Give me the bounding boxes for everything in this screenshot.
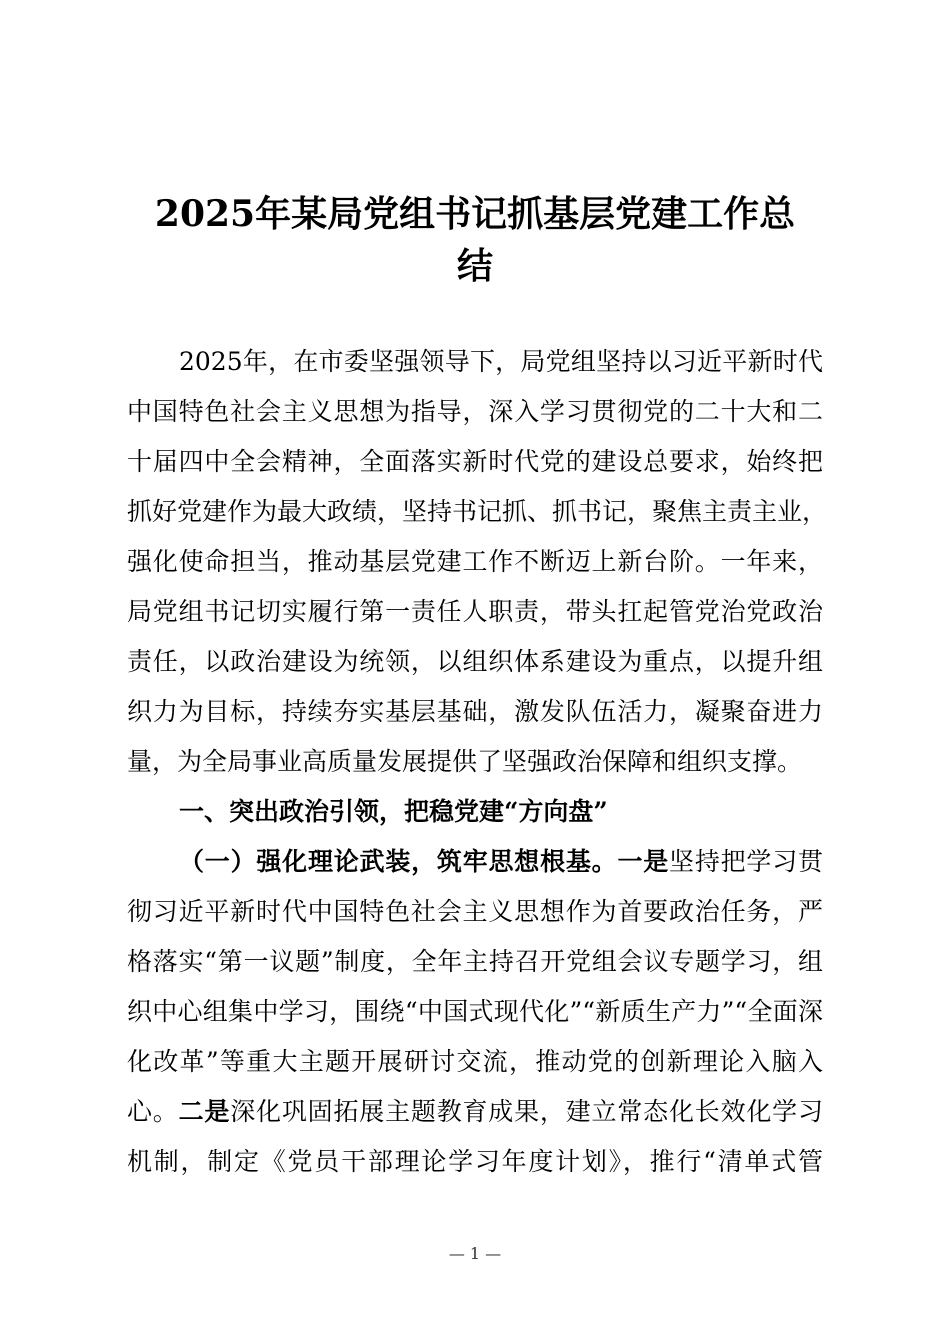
text-line bbox=[127, 487, 828, 537]
text-line bbox=[127, 387, 823, 437]
text-line bbox=[127, 837, 823, 887]
text-segment: 抓好党建作为最大政绩，坚持书记抓、抓书记，聚焦主责主业， bbox=[127, 497, 828, 526]
bold-text: 二是 bbox=[178, 1097, 231, 1126]
text-line bbox=[127, 737, 823, 787]
text-segment: 坚持把学习贯 bbox=[669, 847, 823, 876]
text-line bbox=[127, 687, 823, 737]
bold-text: 一、突出政治引领，把稳党建“方向盘” bbox=[179, 797, 608, 826]
text-segment: 织中心组集中学习，围绕“中国式现代化”“新质生产力”“全面深 bbox=[127, 997, 823, 1026]
text-segment: 2025年，在市委坚强领导下，局党组坚持以习近平新时代 bbox=[179, 347, 823, 376]
text-segment: 责任，以政治建设为统领，以组织体系建设为重点，以提升组 bbox=[127, 647, 823, 676]
text-line bbox=[127, 1037, 823, 1087]
text-line bbox=[127, 587, 823, 637]
title-line-1: 2025年某局党组书记抓基层党建工作总 bbox=[154, 193, 796, 235]
text-segment: 化改革”等重大主题开展研讨交流，推动党的创新理论入脑入 bbox=[127, 1047, 823, 1076]
text-line bbox=[127, 437, 823, 487]
text-segment: 心。 bbox=[127, 1097, 179, 1126]
text-line bbox=[127, 937, 823, 987]
document-body bbox=[127, 337, 828, 1187]
text-line bbox=[127, 537, 823, 587]
title-line-2: 结 bbox=[456, 245, 493, 287]
page-number: — 1 — bbox=[448, 1244, 502, 1263]
text-segment: 机制，制定《党员干部理论学习年度计划》，推行“清单式管 bbox=[127, 1147, 823, 1176]
text-line bbox=[127, 1087, 823, 1137]
text-segment: 彻习近平新时代中国特色社会主义思想作为首要政治任务，严 bbox=[127, 897, 823, 926]
text-line bbox=[127, 987, 823, 1037]
text-segment: 格落实“第一议题”制度，全年主持召开党组会议专题学习，组 bbox=[127, 947, 823, 976]
text-segment: 中国特色社会主义思想为指导，深入学习贯彻党的二十大和二 bbox=[127, 397, 823, 426]
text-line bbox=[127, 887, 823, 937]
text-line bbox=[127, 1137, 823, 1187]
text-segment: 深化巩固拓展主题教育成果，建立常态化长效化学习 bbox=[230, 1097, 823, 1126]
text-line bbox=[127, 787, 823, 837]
text-line bbox=[127, 637, 823, 687]
text-segment: 织力为目标，持续夯实基层基础，激发队伍活力，凝聚奋进力 bbox=[127, 697, 823, 726]
document-title bbox=[100, 188, 850, 292]
text-segment: 十届四中全会精神，全面落实新时代党的建设总要求，始终把 bbox=[127, 447, 823, 476]
text-segment: 强化使命担当，推动基层党建工作不断迈上新台阶。一年来， bbox=[127, 547, 823, 576]
text-line bbox=[127, 337, 823, 387]
bold-text: （一）强化理论武装，筑牢思想根基。一是 bbox=[179, 847, 670, 876]
text-segment: 局党组书记切实履行第一责任人职责，带头扛起管党治党政治 bbox=[127, 597, 823, 626]
text-segment: 量，为全局事业高质量发展提供了坚强政治保障和组织支撑。 bbox=[127, 747, 803, 776]
